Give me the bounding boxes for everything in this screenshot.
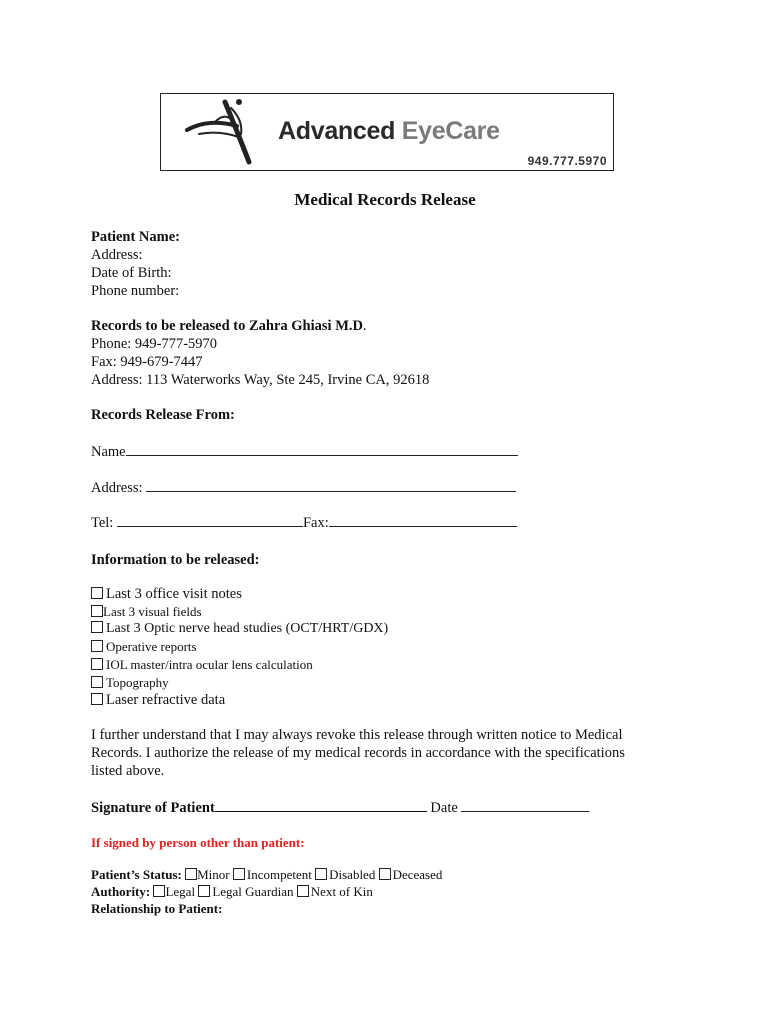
page-title: Medical Records Release [294,190,476,209]
checkbox[interactable] [91,658,103,670]
info-heading: Information to be released: [91,552,260,568]
release-from-tel-label: Tel: [91,515,114,531]
release-to-address: Address: 113 Waterworks Way, Ste 245, Irvine CA, 92618 [91,372,430,388]
checkbox[interactable] [91,693,103,705]
checkbox-incompetent[interactable] [233,868,245,880]
release-from-address-label: Address: [91,480,143,496]
release-to-phone: Phone: 949-777-5970 [91,336,218,352]
other-person-heading: If signed by person other than patient: [91,835,305,850]
authority-row: Authority: Legal Legal Guardian Next of Kin [91,884,373,899]
info-item-operative-reports[interactable]: Operative reports [91,639,197,655]
info-item-laser-refractive[interactable]: Laser refractive data [91,692,225,709]
checkbox-minor[interactable] [185,868,197,880]
patient-address-label: Address: [91,247,143,263]
statement-line-2: Records. I authorize the release of my medical records in accordance with the specifications [91,745,625,761]
checkbox-deceased[interactable] [379,868,391,880]
release-from-fax-label: Fax: [302,515,329,531]
signature-row [91,799,589,817]
info-item-visual-fields[interactable]: Last 3 visual fields [91,604,202,620]
patient-dob-label: Date of Birth: [91,265,172,281]
patient-phone-label: Phone number: [91,283,180,299]
patient-status-row: Patient’s Status: Minor Incompetent Disabled Deceased [91,867,443,882]
checkbox[interactable] [91,640,103,652]
checkbox-disabled[interactable] [315,868,327,880]
statement-line-1: I further understand that I may always revoke this release through written notice to Medical [91,727,623,743]
signature-label: Signature of Patient [91,800,215,816]
info-item-iol-master[interactable]: IOL master/intra ocular lens calculation [91,657,313,673]
authority-label: Authority: [91,884,151,899]
eye-swoosh-icon [179,96,279,168]
info-item-topography[interactable]: Topography [91,675,169,691]
patient-status-label: Patient’s Status: [91,867,182,882]
date-field[interactable] [461,799,589,812]
checkbox[interactable] [91,587,103,599]
logo-phone: 949.777.5970 [527,154,607,168]
release-from-address-field[interactable] [146,479,516,492]
release-from-name-row [91,443,518,461]
logo-header [160,93,614,171]
date-label: Date [430,800,458,816]
info-item-office-visits[interactable]: Last 3 office visit notes [91,586,242,603]
release-from-tel-row [91,514,517,532]
release-from-heading: Records Release From: [91,407,235,423]
info-item-optic-nerve[interactable]: Last 3 Optic nerve head studies (OCT/HRT/GDX) [91,621,388,637]
release-from-tel-field[interactable] [117,514,303,527]
relationship-label: Relationship to Patient: [91,901,223,916]
release-from-name-label: Name [91,444,126,460]
release-from-name-field[interactable] [126,443,518,456]
release-from-fax-field[interactable] [329,514,517,527]
statement-line-3: listed above. [91,763,165,779]
checkbox[interactable] [91,605,103,617]
checkbox[interactable] [91,621,103,633]
release-to-heading: Records to be released to Zahra Ghiasi M.D. [91,318,367,334]
signature-field[interactable] [215,799,427,812]
logo-wordmark: Advanced EyeCare [278,117,500,145]
checkbox-legal[interactable] [153,885,165,897]
checkbox-next-of-kin[interactable] [297,885,309,897]
checkbox-legal-guardian[interactable] [198,885,210,897]
release-from-address-row [91,479,516,497]
release-to-fax: Fax: 949-679-7447 [91,354,203,370]
patient-name-label: Patient Name: [91,229,180,245]
checkbox[interactable] [91,676,103,688]
